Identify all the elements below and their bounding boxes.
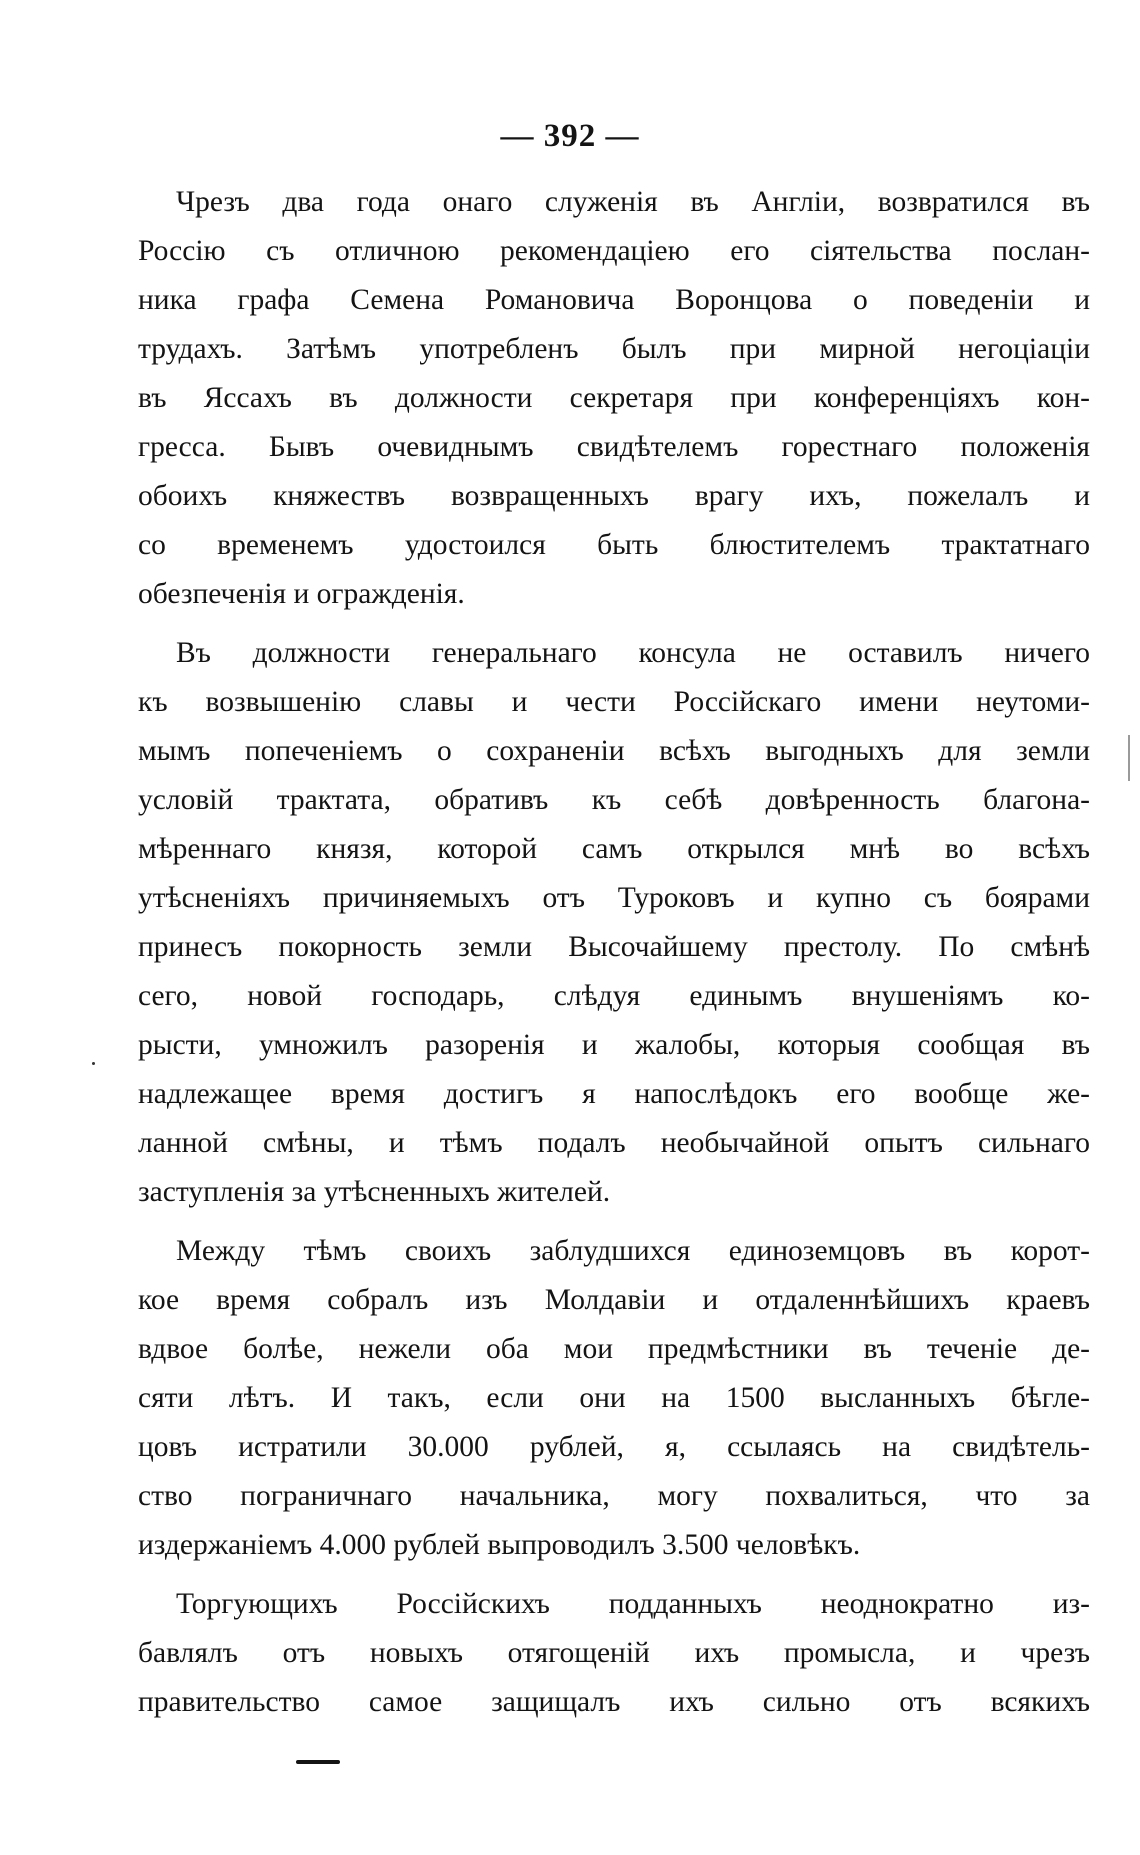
paragraph-4 [138, 1580, 1090, 1727]
text-line: трудахъ. Затѣмъ употребленъ былъ при мирной негоціаціи [138, 333, 1090, 365]
text-line: Торгующихъ Россійскихъ подданныхъ неоднократно из- [176, 1588, 1090, 1620]
page-number: — 392 — [500, 118, 640, 154]
text-line: утѣсненіяхъ причиняемыхъ отъ Туроковъ и купно съ боярами [138, 882, 1090, 914]
text-line: сяти лѣтъ. И такъ, если они на 1500 высланныхъ бѣгле- [138, 1382, 1090, 1414]
text-line: обезпеченія и огражденія. [138, 578, 465, 610]
text-line: обоихъ княжествъ возвращенныхъ врагу ихъ, пожелалъ и [138, 480, 1090, 512]
paragraph-2 [138, 629, 1090, 1217]
text-line: условій трактата, обративъ къ себѣ довѣренность благона- [138, 784, 1090, 816]
text-line: бавлялъ отъ новыхъ отягощеній ихъ промысла, и чрезъ [138, 1637, 1090, 1669]
text-line: издержаніемъ 4.000 рублей выпроводилъ 3.500 человѣкъ. [138, 1529, 861, 1561]
text-line: Россію съ отличною рекомендаціею его сіятельства послан- [138, 235, 1090, 267]
text-line: заступленія за утѣсненныхъ жителей. [138, 1176, 611, 1208]
text-line: ника графа Семена Романовича Воронцова о поведеніи и [138, 284, 1090, 316]
text-line: Чрезъ два года онаго служенія въ Англіи, возвратился въ [176, 186, 1090, 218]
text-line: кое время собралъ изъ Молдавіи и отдаленнѣйшихъ краевъ [138, 1284, 1090, 1316]
footer-rule [296, 1760, 340, 1764]
text-line: мѣреннаго князя, которой самъ открылся мнѣ во всѣхъ [138, 833, 1090, 865]
paragraph-3 [138, 1227, 1090, 1570]
text-line: къ возвышенію славы и чести Россійскаго имени неутоми- [138, 686, 1090, 718]
text-line: ланной смѣны, и тѣмъ подалъ необычайной опытъ сильнаго [138, 1127, 1090, 1159]
paragraph-1 [138, 178, 1090, 619]
text-line: цовъ истратили 30.000 рублей, я, ссылаясь на свидѣтель- [138, 1431, 1090, 1463]
margin-tick [1128, 735, 1130, 781]
text-line: сего, новой господарь, слѣдуя единымъ внушеніямъ ко- [138, 980, 1090, 1012]
text-line: ство пограничнаго начальника, могу похвалиться, что за [138, 1480, 1090, 1512]
text-line: правительство самое защищалъ ихъ сильно отъ всякихъ [138, 1686, 1090, 1718]
text-line: принесъ покорность земли Высочайшему престолу. По смѣнѣ [138, 931, 1090, 963]
text-line: со временемъ удостоился быть блюстителемъ трактатнаго [138, 529, 1090, 561]
text-line: въ Яссахъ въ должности секретаря при конференціяхъ кон- [138, 382, 1090, 414]
text-line: надлежащее время достигъ я напослѣдокъ его вообще же- [138, 1078, 1090, 1110]
text-line: рысти, умножилъ разоренія и жалобы, которыя сообщая въ [138, 1029, 1090, 1061]
text-line: гресса. Бывъ очевиднымъ свидѣтелемъ горестнаго положенія [138, 431, 1090, 463]
text-line: вдвое болѣе, нежели оба мои предмѣстники въ теченіе де- [138, 1333, 1090, 1365]
text-line: Въ должности генеральнаго консула не оставилъ ничего [176, 637, 1090, 669]
text-line: Между тѣмъ своихъ заблудшихся единоземцовъ въ корот- [176, 1235, 1090, 1267]
text-line: мымъ попеченіемъ о сохраненіи всѣхъ выгодныхъ для земли [138, 735, 1090, 767]
margin-speck [92, 1062, 95, 1065]
body-text [138, 178, 1090, 1737]
